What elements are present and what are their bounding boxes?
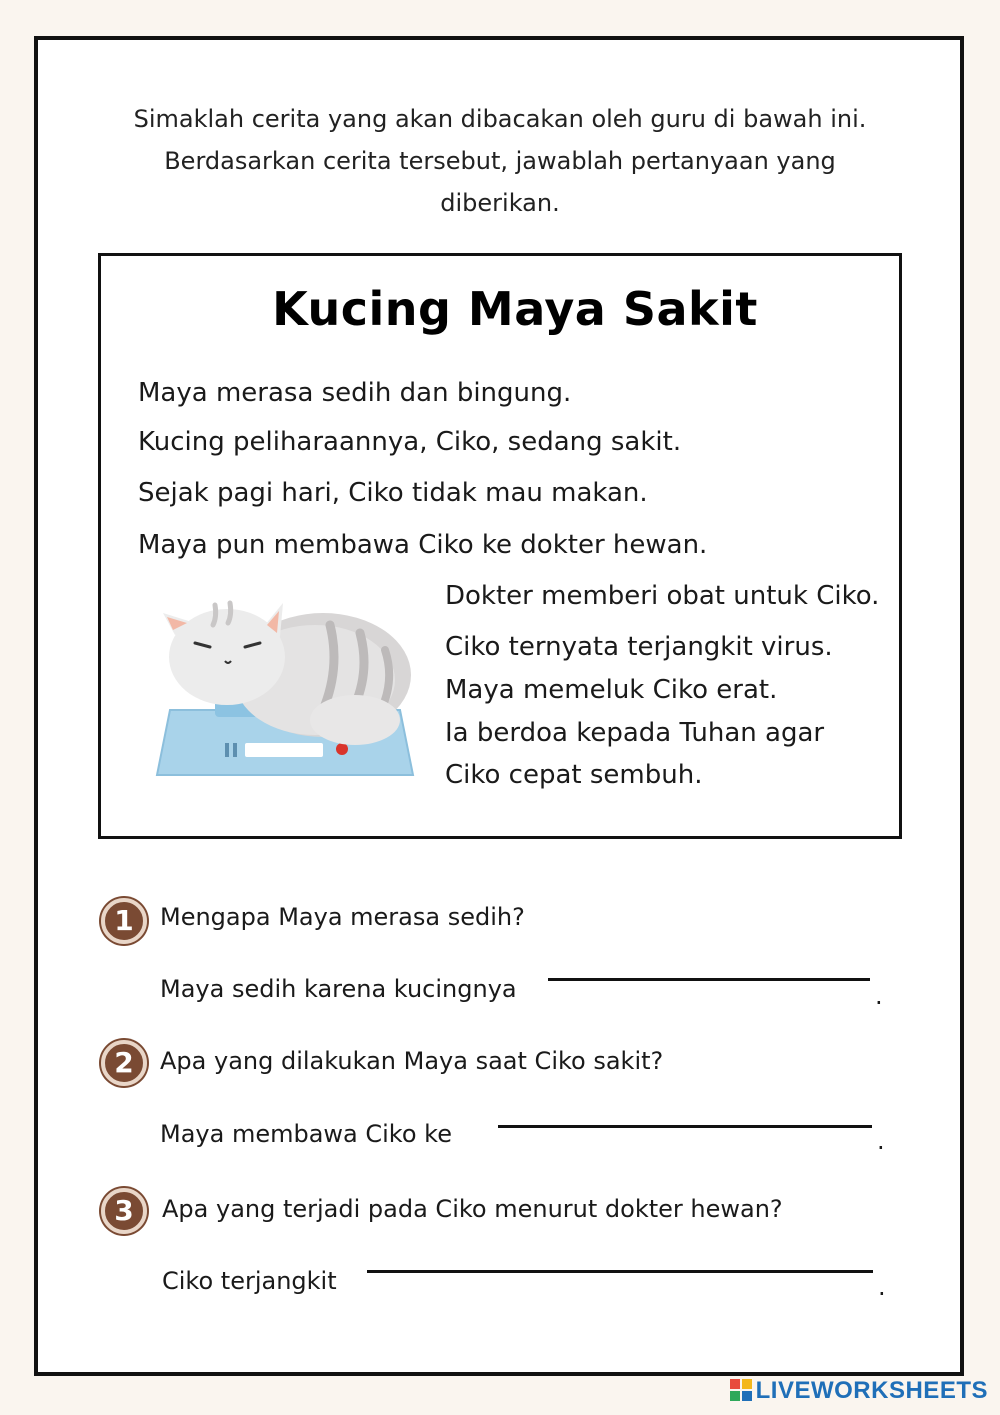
answer-prefix: Ciko terjangkit bbox=[162, 1267, 337, 1295]
question-number-icon: 2 bbox=[101, 1040, 147, 1086]
instructions-line: Berdasarkan cerita tersebut, jawablah pertanyaan yang bbox=[164, 147, 836, 175]
story-line: Maya memeluk Ciko erat. bbox=[445, 675, 778, 705]
answer-blank-input[interactable] bbox=[367, 1270, 873, 1273]
question-number-icon: 3 bbox=[101, 1188, 147, 1234]
question-text: Apa yang dilakukan Maya saat Ciko sakit? bbox=[160, 1047, 664, 1075]
story-line: Maya merasa sedih dan bingung. bbox=[138, 378, 572, 408]
story-line: Maya pun membawa Ciko ke dokter hewan. bbox=[138, 530, 708, 560]
question-text: Mengapa Maya merasa sedih? bbox=[160, 903, 525, 931]
story-line: Kucing peliharaannya, Ciko, sedang sakit. bbox=[138, 427, 682, 457]
brand-name: LIVEWORKSHEETS bbox=[755, 1377, 988, 1404]
answer-blank-input[interactable] bbox=[498, 1125, 872, 1128]
answer-prefix: Maya membawa Ciko ke bbox=[160, 1120, 452, 1148]
answer-period: . bbox=[878, 1273, 886, 1301]
answer-period: . bbox=[877, 1127, 885, 1155]
answer-period: . bbox=[875, 982, 883, 1010]
answer-prefix: Maya sedih karena kucingnya bbox=[160, 975, 517, 1003]
story-line: Ciko cepat sembuh. bbox=[445, 760, 703, 790]
story-title: Kucing Maya Sakit bbox=[272, 282, 758, 336]
story-line: Dokter memberi obat untuk Ciko. bbox=[445, 581, 880, 611]
liveworksheets-brand[interactable] bbox=[730, 1377, 988, 1407]
liveworksheets-logo-icon bbox=[730, 1379, 752, 1401]
instructions-line: diberikan. bbox=[440, 189, 560, 217]
story-line: Ciko ternyata terjangkit virus. bbox=[445, 632, 833, 662]
sick-cat-illustration bbox=[155, 585, 415, 783]
question-number-icon: 1 bbox=[101, 898, 147, 944]
story-line: Ia berdoa kepada Tuhan agar bbox=[445, 718, 825, 748]
instructions-line: Simaklah cerita yang akan dibacakan oleh guru di bawah ini. bbox=[133, 105, 867, 133]
answer-blank-input[interactable] bbox=[548, 978, 870, 981]
instructions bbox=[80, 98, 920, 224]
question-text: Apa yang terjadi pada Ciko menurut dokter hewan? bbox=[162, 1195, 783, 1223]
story-line: Sejak pagi hari, Ciko tidak mau makan. bbox=[138, 478, 648, 508]
